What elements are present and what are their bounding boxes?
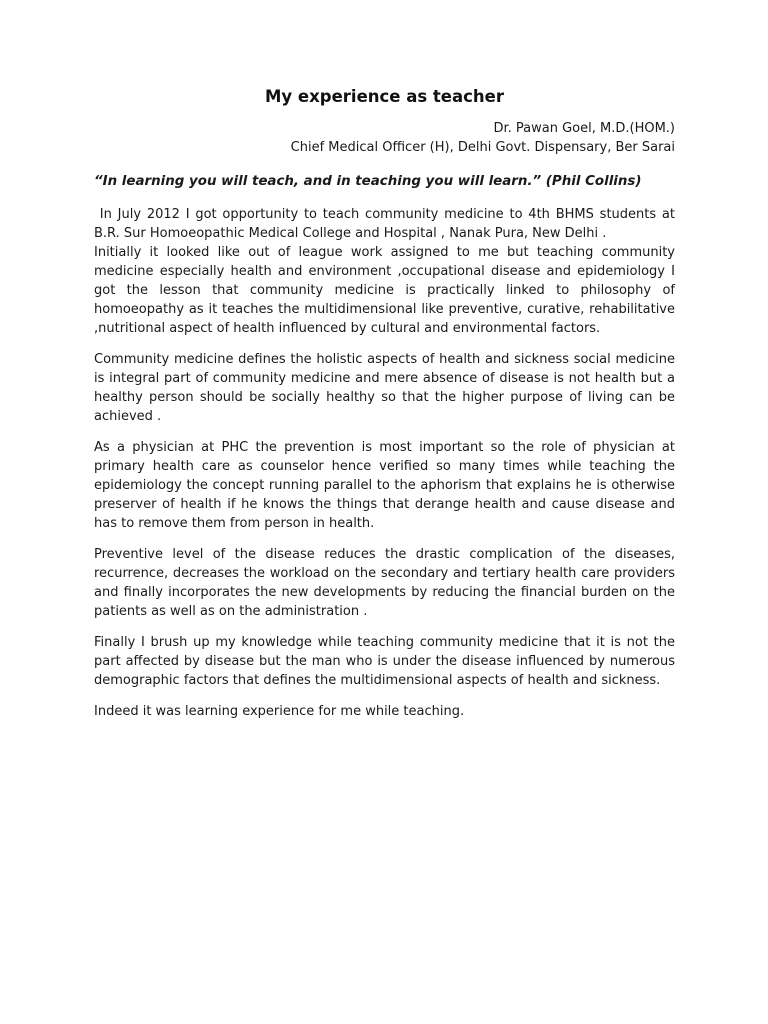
paragraph: Community medicine defines the holistic aspects of health and sickness social medicine is integral part of community medicine and mere absence of disease is not health but a healthy person should be socially healthy so that the higher purpose of living can be achieved . xyxy=(94,352,675,424)
document-page xyxy=(94,86,675,733)
paragraph: Indeed it was learning experience for me while teaching. xyxy=(94,704,465,719)
document-title: My experience as teacher xyxy=(265,87,504,106)
epigraph-quote: “In learning you will teach, and in teaching you will learn.” (Phil Collins) xyxy=(94,174,642,189)
paragraph: Initially it looked like out of league work assigned to me but teaching community medicine especially health and environment ,occupational disease and epidemiology I got the lesson that community medicine is practically linked to philosophy of homoeopathy as it teaches the multidimensional like preventive, curative, rehabilitative ,nutritional aspect of health influenced by cultural and environmental factors. xyxy=(94,245,675,336)
author-line: Dr. Pawan Goel, M.D.(HOM.) xyxy=(493,121,675,136)
paragraph: Finally I brush up my knowledge while teaching community medicine that it is not the part affected by disease but the man who is under the disease influenced by numerous demographic factors that defines the multidimensional aspects of health and sickness. xyxy=(94,635,675,688)
paragraph: As a physician at PHC the prevention is most important so the role of physician at primary health care as counselor hence verified so many times while teaching the epidemiology the concept running parallel to the aphorism that explains he is otherwise preserver of health if he knows the things that derange health and cause disease and has to remove them from person in health. xyxy=(94,440,675,531)
paragraph: In July 2012 I got opportunity to teach community medicine to 4th BHMS students at B.R. Sur Homoeopathic Medical College and Hospital , Nanak Pura, New Delhi . xyxy=(94,207,675,241)
paragraph: Preventive level of the disease reduces the drastic complication of the diseases, recurrence, decreases the workload on the secondary and tertiary health care providers and finally incorporates the new developments by reducing the financial burden on the patients as well as on the administration . xyxy=(94,547,675,619)
position-line: Chief Medical Officer (H), Delhi Govt. Dispensary, Ber Sarai xyxy=(290,140,675,155)
